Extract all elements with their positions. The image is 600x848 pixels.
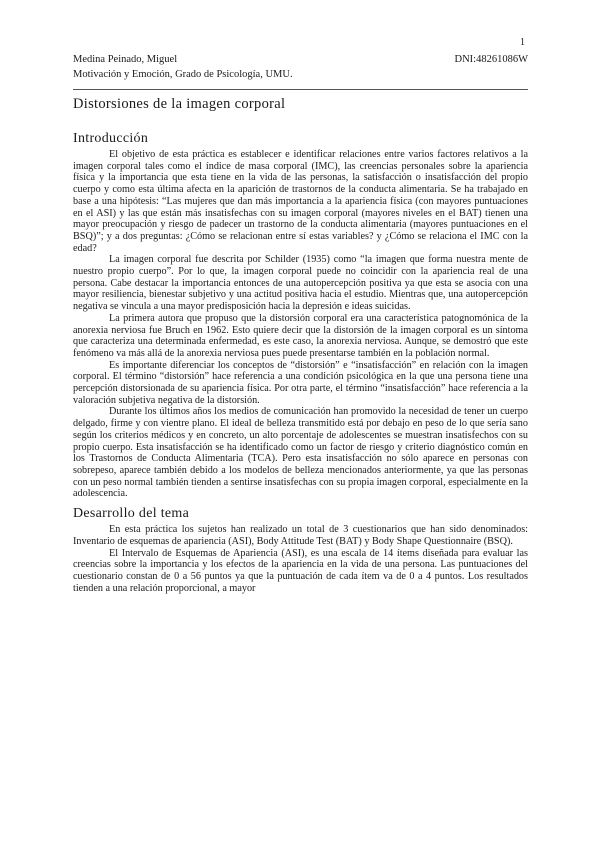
paragraph: Es importante diferenciar los conceptos de “distorsión” e “insatisfacción” en relación con la imagen corporal. El término “distorsión” hace referencia a una condición psicológica en la que una persona tiene una percepción distorsionada de su apariencia física. Por otra parte, el término “insatisfacción” hace referencia a la valoración subjetiva negativa de la distorsión. bbox=[73, 359, 528, 406]
paragraph: La primera autora que propuso que la distorsión corporal era una característica patognomónica de la anorexia nerviosa fue Bruch en 1962. Esto quiere decir que la distorsión de la imagen corporal es un síntoma que caracteriza una determinada enfermedad, es este caso, la anorexia nerviosa. Aunque, se demostró que este fenómeno va más allá de la anorexia nerviosa pues puede presentarse también en la población normal. bbox=[73, 312, 528, 359]
paragraph: La imagen corporal fue descrita por Schilder (1935) como “la imagen que forma nuestra mente de nuestro propio cuerpo”. Por lo que, la imagen corporal puede no coincidir con la apariencia real de una persona. Cabe destacar la importancia entonces de una autopercepción positiva ya que esta se asocia con una mayor resiliencia, bienestar subjetivo y una actitud positiva hacia el estudio. Mientras que, una autopercepción negativa se vincula a una mayor predisposición hacia la depresión e ideas suicidas. bbox=[73, 254, 528, 313]
author-name: Medina Peinado, Miguel bbox=[73, 54, 178, 65]
paragraph: Durante los últimos años los medios de comunicación han promovido la necesidad de tener un cuerpo delgado, firme y con vientre plano. El ideal de belleza transmitido está por debajo en peso de lo que sería sano según los criterios médicos y en concreto, un alto porcentaje de adolescentes se muestran insatisfechos con su propio cuerpo. Esta insatisfacción se ha identificado como un factor de riesgo y criterio diagnóstico común en los Trastornos de Conducta Alimentaria (TCA). Pero esta insatisfacción no sólo aparece en personas con sobrepeso, aparece también debido a los modelos de belleza mencionados anteriormente, ya que las personas con un peso normal también tienden a sentirse insatisfechas con su propia imagen corporal, especialmente en la adolescencia. bbox=[73, 406, 528, 500]
section-heading-intro: Introducción bbox=[73, 131, 149, 146]
header-row bbox=[73, 52, 528, 67]
document-title: Distorsiones de la imagen corporal bbox=[73, 96, 286, 112]
paragraph: El Intervalo de Esquemas de Apariencia (ASI), es una escala de 14 ítems diseñada para evaluar las creencias sobre la importancia y los efectos de la apariencia en la vida de una persona. Las puntuaciones del cuestionario constan de 0 a 56 puntos ya que la puntuación de cada ítem va de 0 a 4 puntos. Los resultados tienden a una relación proporcional, a mayor bbox=[73, 547, 528, 594]
document-body bbox=[73, 130, 528, 594]
page-header bbox=[73, 52, 528, 82]
course-line: Motivación y Emoción, Grado de Psicología, UMU. bbox=[73, 69, 293, 80]
section-heading-development: Desarrollo del tema bbox=[73, 506, 190, 522]
student-id: DNI:48261086W bbox=[454, 54, 528, 65]
header-divider bbox=[73, 89, 528, 90]
paragraph: El objetivo de esta práctica es establecer e identificar relaciones entre varios factores relativos a la imagen corporal tales como el índice de masa corporal (IMC), las creencias personales sobre la apariencia física y la importancia que esta tiene en la vida de las personas, la satisfacción o insatisfacción del propio cuerpo y como esta última afecta en la aparición de trastornos de la conducta alimentaria. Se ha trabajado en base a una hipótesis: “Las mujeres que dan más importancia a la apariencia física (con mayores puntuaciones en el ASI) y las que están más insatisfechas con su imagen corporal (mayores niveles en el BAT) tienen una mayor preocupación y riesgo de padecer un trastorno de la conducta alimentaria (mayores puntuaciones en el BSQ)”; y a dos preguntas: ¿Cómo se relacionan entre sí estas variables? y ¿Cómo se relaciona el IMC con la edad? bbox=[73, 149, 528, 254]
page-number: 1 bbox=[520, 37, 525, 48]
paragraph: En esta práctica los sujetos han realizado un total de 3 cuestionarios que han sido denominados: Inventario de esquemas de apariencia (ASI), Body Attitude Test (BAT) y Body Shape Questionnaire (BSQ). bbox=[73, 524, 528, 547]
